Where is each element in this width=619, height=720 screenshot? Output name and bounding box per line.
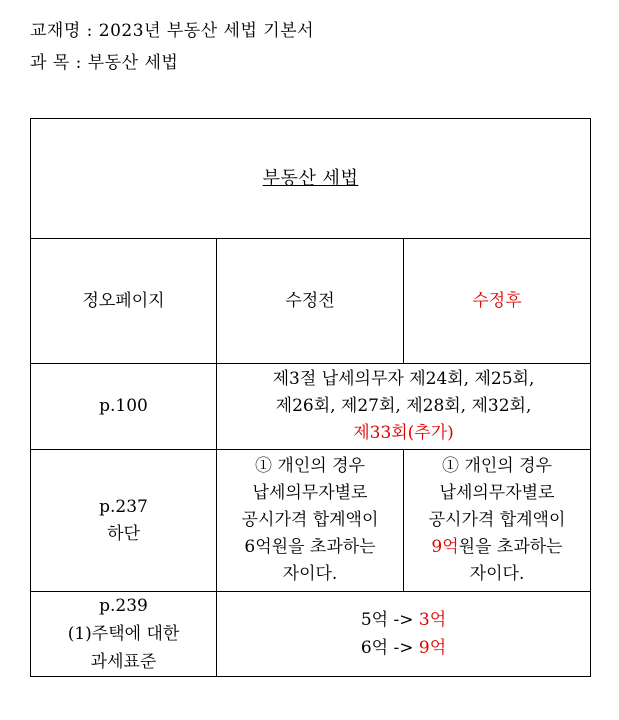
table-title-cell xyxy=(31,119,591,239)
after-cell xyxy=(404,450,591,592)
col-header-page: 정오페이지 xyxy=(31,239,217,364)
corrected-amount: 9억 xyxy=(431,537,459,557)
page-cell xyxy=(31,592,217,677)
table-row xyxy=(31,592,591,677)
page-cell: p.100 xyxy=(31,364,217,450)
merged-content-cell xyxy=(217,364,591,450)
table-row xyxy=(31,450,591,592)
content-line: 9억원을 초과하는 xyxy=(431,537,563,557)
col-header-before: 수정전 xyxy=(217,239,404,364)
content-line: 제3절 납세의무자 제24회, 제25회, xyxy=(272,369,535,389)
page-section: (1)주택에 대한 xyxy=(67,624,180,644)
table-row xyxy=(31,364,591,450)
page-cell xyxy=(31,450,217,592)
page-number: p.239 xyxy=(99,596,148,616)
before-cell xyxy=(217,450,404,592)
merged-content-cell xyxy=(217,592,591,677)
table-header-row xyxy=(31,239,591,364)
content-line: 공시가격 합계액이 xyxy=(241,510,379,530)
content-line: 5억 -> 3억 xyxy=(360,610,447,630)
col-header-after: 수정후 xyxy=(404,239,591,364)
table-title: 부동산 세법 xyxy=(262,167,359,189)
errata-table xyxy=(30,118,591,677)
content-line: 납세의무자별로 xyxy=(439,483,555,503)
content-line: 자이다. xyxy=(282,564,338,584)
content-line: 자이다. xyxy=(469,564,525,584)
page-number: p.237 xyxy=(99,496,148,517)
content-line: 제26회, 제27회, 제28회, 제32회, xyxy=(275,396,532,416)
page-position: 하단 xyxy=(107,523,140,544)
corrected-amount: 3억 xyxy=(418,610,447,630)
content-line: 납세의무자별로 xyxy=(252,483,368,503)
added-text: 제33회(추가) xyxy=(353,423,454,443)
corrected-amount: 9억 xyxy=(418,638,447,658)
content-line: ① 개인의 경우 xyxy=(255,456,365,476)
page-section: 과세표준 xyxy=(90,652,157,672)
content-line: 6억원을 초과하는 xyxy=(244,537,376,557)
content-line: 6억 -> 9억 xyxy=(360,638,447,658)
book-title-line: 교재명 : 2023년 부동산 세법 기본서 xyxy=(30,21,315,41)
content-line: ① 개인의 경우 xyxy=(442,456,552,476)
subject-line: 과 목 : 부동산 세법 xyxy=(30,53,179,73)
content-line: 공시가격 합계액이 xyxy=(428,510,566,530)
